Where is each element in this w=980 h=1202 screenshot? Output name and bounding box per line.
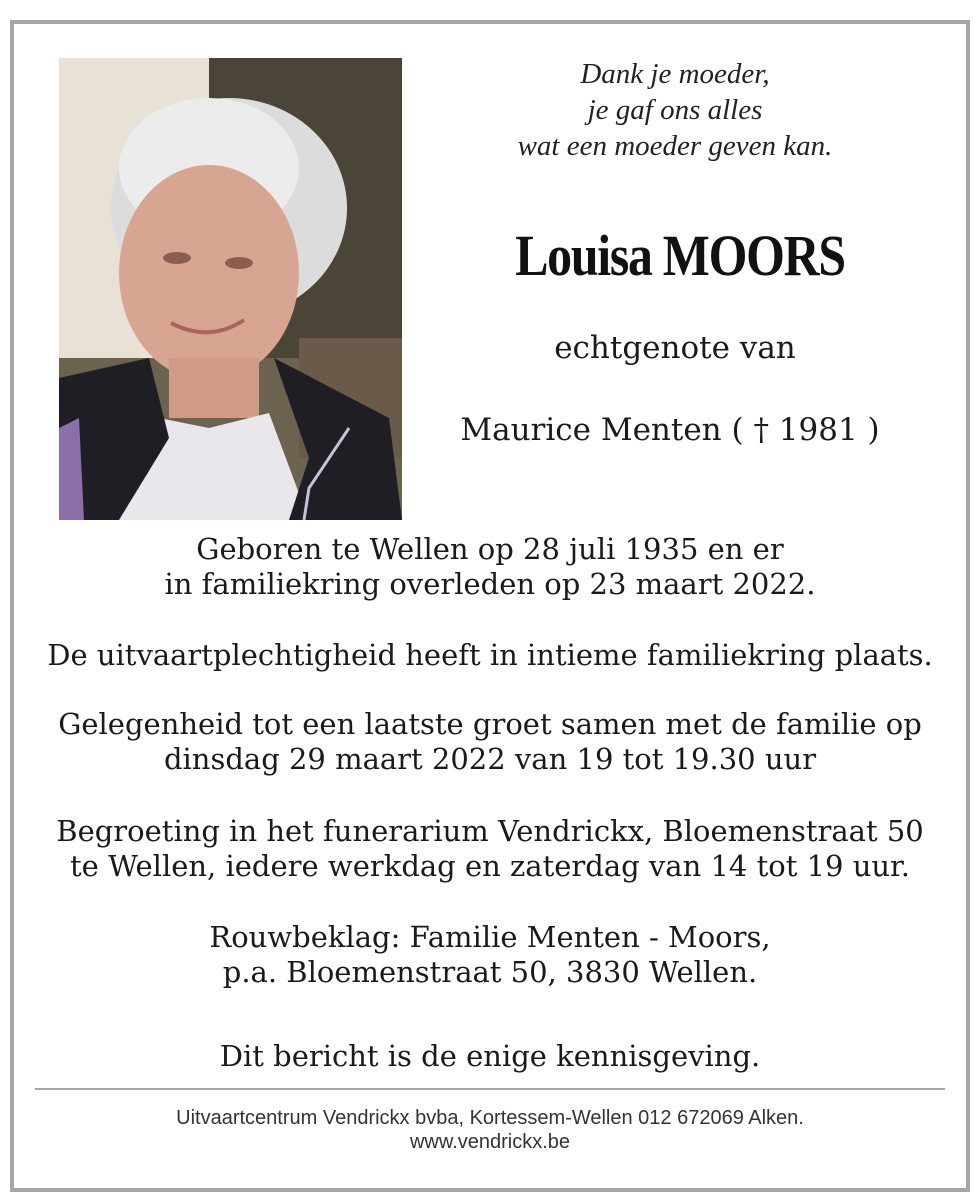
birth-death-paragraph — [20, 532, 960, 602]
funeral-line: De uitvaartplechtigheid heeft in intieme familiekring plaats. — [47, 638, 933, 672]
relation-label: echtgenote van — [554, 330, 796, 366]
birth-line: Geboren te Wellen op 28 juli 1935 en er — [196, 532, 784, 566]
verse-line-1: Dank je moeder, — [580, 58, 770, 90]
footer-divider — [35, 1088, 945, 1090]
deceased-name: Louisa MOORS — [515, 223, 845, 288]
farewell-line-2: dinsdag 29 maart 2022 van 19 tot 19.30 uur — [163, 742, 817, 776]
website-link[interactable]: www.vendrickx.be — [409, 1131, 571, 1153]
visitation-line-1: Begroeting in het funerarium Vendrickx, Bloemenstraat 50 — [56, 814, 924, 848]
funeral-home-info: Uitvaartcentrum Vendrickx bvba, Kortessem-Wellen 012 672069 Alken. — [176, 1107, 804, 1129]
visitation-paragraph — [20, 814, 960, 884]
visitation-line-2: te Wellen, iedere werkdag en zaterdag van 14 tot 19 uur. — [70, 849, 910, 883]
farewell-line-1: Gelegenheid tot een laatste groet samen met de familie op — [58, 707, 922, 741]
portrait-photo — [59, 58, 402, 520]
condolences-line-1: Rouwbeklag: Familie Menten - Moors, — [209, 920, 771, 954]
funeral-paragraph — [20, 638, 960, 673]
condolences-line-2: p.a. Bloemenstraat 50, 3830 Wellen. — [222, 955, 758, 989]
footer — [20, 1106, 960, 1154]
notice-line: Dit bericht is de enige kennisgeving. — [219, 1039, 761, 1073]
spouse-name: Maurice Menten ( † 1981 ) — [460, 412, 880, 448]
death-line: in familiekring overleden op 23 maart 2022. — [164, 567, 816, 601]
verse-line-3: wat een moeder geven kan. — [517, 130, 833, 162]
verse-line-2: je gaf ons alles — [587, 94, 763, 126]
farewell-paragraph — [20, 707, 960, 777]
memorial-verse — [440, 56, 910, 164]
condolences-paragraph — [20, 920, 960, 990]
notice-paragraph — [20, 1039, 960, 1074]
